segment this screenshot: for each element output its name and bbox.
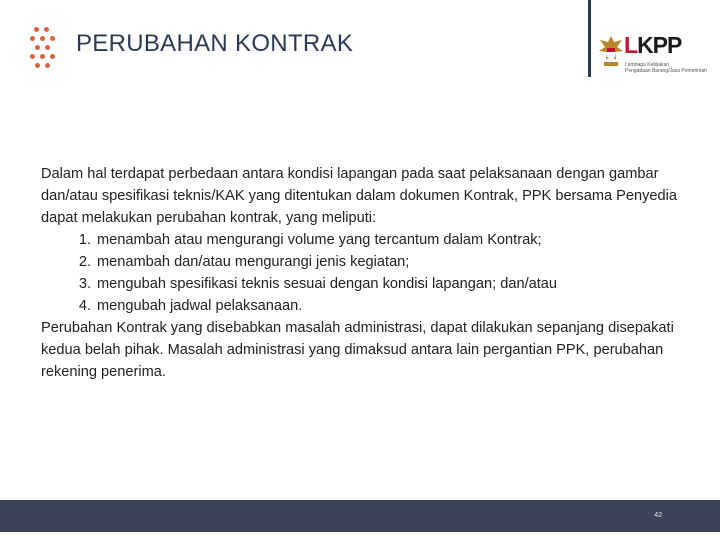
slide-content: [41, 163, 681, 383]
footer-bar: [0, 500, 720, 532]
paragraph-1: Dalam hal terdapat perbedaan antara kondisi lapangan pada saat pelaksanaan dengan gambar dan/atau spesifikasi teknis/KAK yang ditentukan dalam dokumen Kontrak, PPK bersama Penyedia dapat melakukan perubahan kontrak, yang meliputi:: [41, 166, 678, 226]
lkpp-logo: [598, 32, 708, 80]
header-divider: [588, 0, 591, 77]
list-item: 4. mengubah jadwal pelaksanaan.: [78, 298, 303, 314]
paragraph-2: Perubahan Kontrak yang disebabkan masalah administrasi, dapat dilakukan sepanjang disepakati kedua belah pihak. Masalah administrasi yang dimaksud antara lain pergantian PPK, perubahan rekening penerima.: [41, 320, 674, 380]
page-title: PERUBAHAN KONTRAK: [76, 30, 354, 57]
decorative-dots-icon: [30, 27, 56, 71]
list-item: 3. mengubah spesifikasi teknis sesuai dengan kondisi lapangan; dan/atau: [78, 276, 558, 292]
logo-subtitle: Lembaga Kebijakan Pengadaan Barang/Jasa Pemerintah: [625, 62, 708, 74]
garuda-emblem-icon: [598, 34, 624, 70]
list-item: 1. menambah atau mengurangi volume yang tercantum dalam Kontrak;: [78, 232, 542, 248]
logo-wordmark: LKPP: [624, 32, 682, 58]
page-number: 42: [654, 512, 662, 519]
list-item: 2. menambah dan/atau mengurangi jenis kegiatan;: [78, 254, 410, 270]
change-list: [41, 229, 681, 317]
